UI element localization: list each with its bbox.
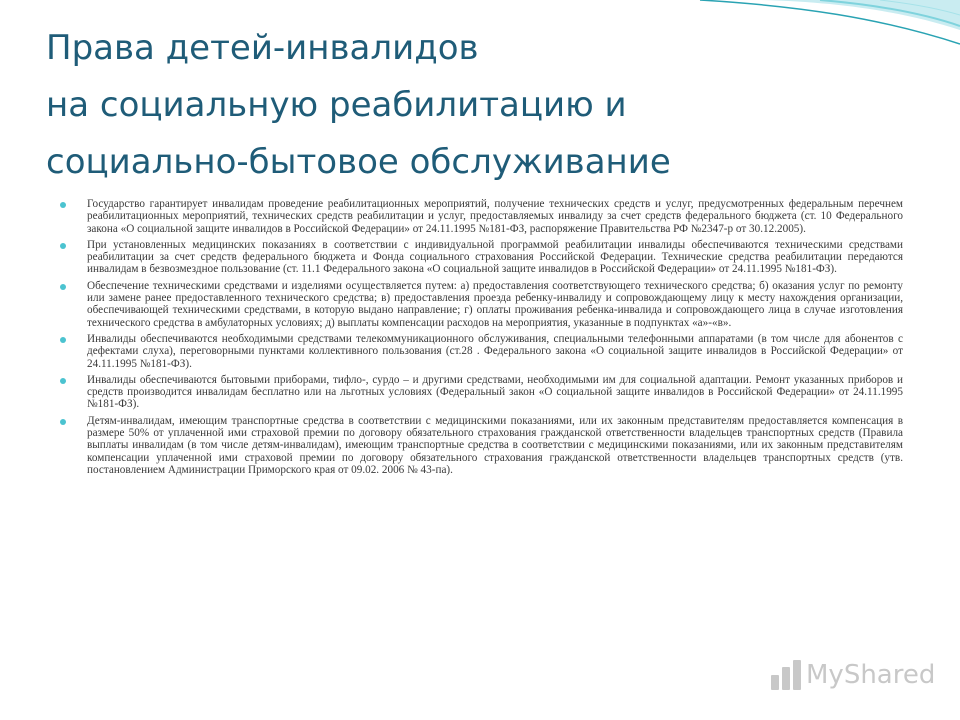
bullet-text: Государство гарантирует инвалидам проведение реабилитационных мероприятий, получение технических средств и услуг, предусмотренных федеральным перечнем реабилитационных мероприятий, технических средств реабилитации и услуг, предоставляемых инвалиду за счет средств федерального бюджета (ст. 10 Федерального закона «О социальной защите инвалидов в Российской Федерации» от 24.11.1995 №181-ФЗ, распоряжение Правительства РФ №2347-р от 30.12.2005). <box>87 198 903 235</box>
bullet-icon <box>60 284 66 290</box>
bullet-icon <box>60 419 66 425</box>
bullet-item <box>60 374 903 411</box>
bullet-item <box>60 415 903 476</box>
bullet-icon <box>60 337 66 343</box>
logo-text: MyShared <box>806 660 936 690</box>
bullet-item <box>60 239 903 276</box>
bullet-text: Обеспечение техническими средствами и изделиями осуществляется путем: а) предоставления соответствующего технического средства; б) оказания услуг по ремонту или замене ранее предоставленного технического средства; в) предоставления проезда ребенку-инвалиду и сопровождающему лицу к месту нахождения организации, обеспечивающей техническими средствами, в которую выдано направление; г) оплаты проживания ребенка-инвалида и сопровождающего лица в случае изготовления технического средства в амбулаторных условиях; д) выплаты компенсации расходов на мероприятия, указанные в подпунктах «а»-«в». <box>87 279 903 329</box>
bullet-text: Инвалиды обеспечиваются необходимыми средствами телекоммуникационного обслуживания, специальными телефонными аппаратами (в том числе для абонентов с дефектами слуха), переговорными пунктами коллективного пользования (ст.28 . Федерального закона «О социальной защите инвалидов в Российской Федерации» от 24.11.1995 №181-ФЗ). <box>87 332 903 370</box>
bullet-item <box>60 198 903 235</box>
bullet-icon <box>60 243 66 249</box>
bullet-icon <box>60 202 66 208</box>
bullet-icon <box>60 378 66 384</box>
bullet-text: Инвалиды обеспечиваются бытовыми приборами, тифло-, сурдо – и другими средствами, необходимыми им для социальной адаптации. Ремонт указанных приборов и средств производится инвалидам бесплатно или на льготных условиях (Федеральный закон «О социальной защите инвалидов в Российской Федерации» от 24.11.1995 №181-ФЗ). <box>87 373 903 411</box>
title-line: социально-бытовое обслуживание <box>46 142 671 182</box>
bullet-item <box>60 280 903 329</box>
title-line: на социальную реабилитацию и <box>46 85 627 125</box>
bullet-text: Детям-инвалидам, имеющим транспортные средства в соответствии с медицинскими показаниями, или их законным представителям предоставляется компенсация в размере 50% от уплаченной ими страховой премии по договору обязательного страхования гражданской ответственности владельцев транспортных средств (Правила выплаты инвалидам (в том числе детям-инвалидам), имеющим транспортные средства в соответствии с медицинскими показаниями, или их законным представителям компенсации уплаченной ими страховой премии по договору обязательного страхования гражданской ответственности владельцев транспортных средств (утв. постановлением Администрации Приморского края от 09.02. 2006 № 43-па). <box>87 414 903 476</box>
title-line: Права детей-инвалидов <box>46 28 479 68</box>
bullet-text: При установленных медицинских показаниях в соответствии с индивидуальной программой реабилитации инвалиды обеспечиваются техническими средствами реабилитации за счет средств федерального бюджета и Фонда социального страхования Российской Федерации. Технические средства реабилитации передаются инвалидам в безвозмездное пользование (ст. 11.1 Федерального закона «О социальной защите инвалидов в Российской Федерации» от 24.11.1995 №181-ФЗ). <box>87 238 903 276</box>
watermark-logo <box>768 655 935 695</box>
bullet-list <box>60 198 903 480</box>
logo-icon <box>768 657 804 693</box>
bullet-item <box>60 333 903 370</box>
slide-title <box>46 20 926 191</box>
